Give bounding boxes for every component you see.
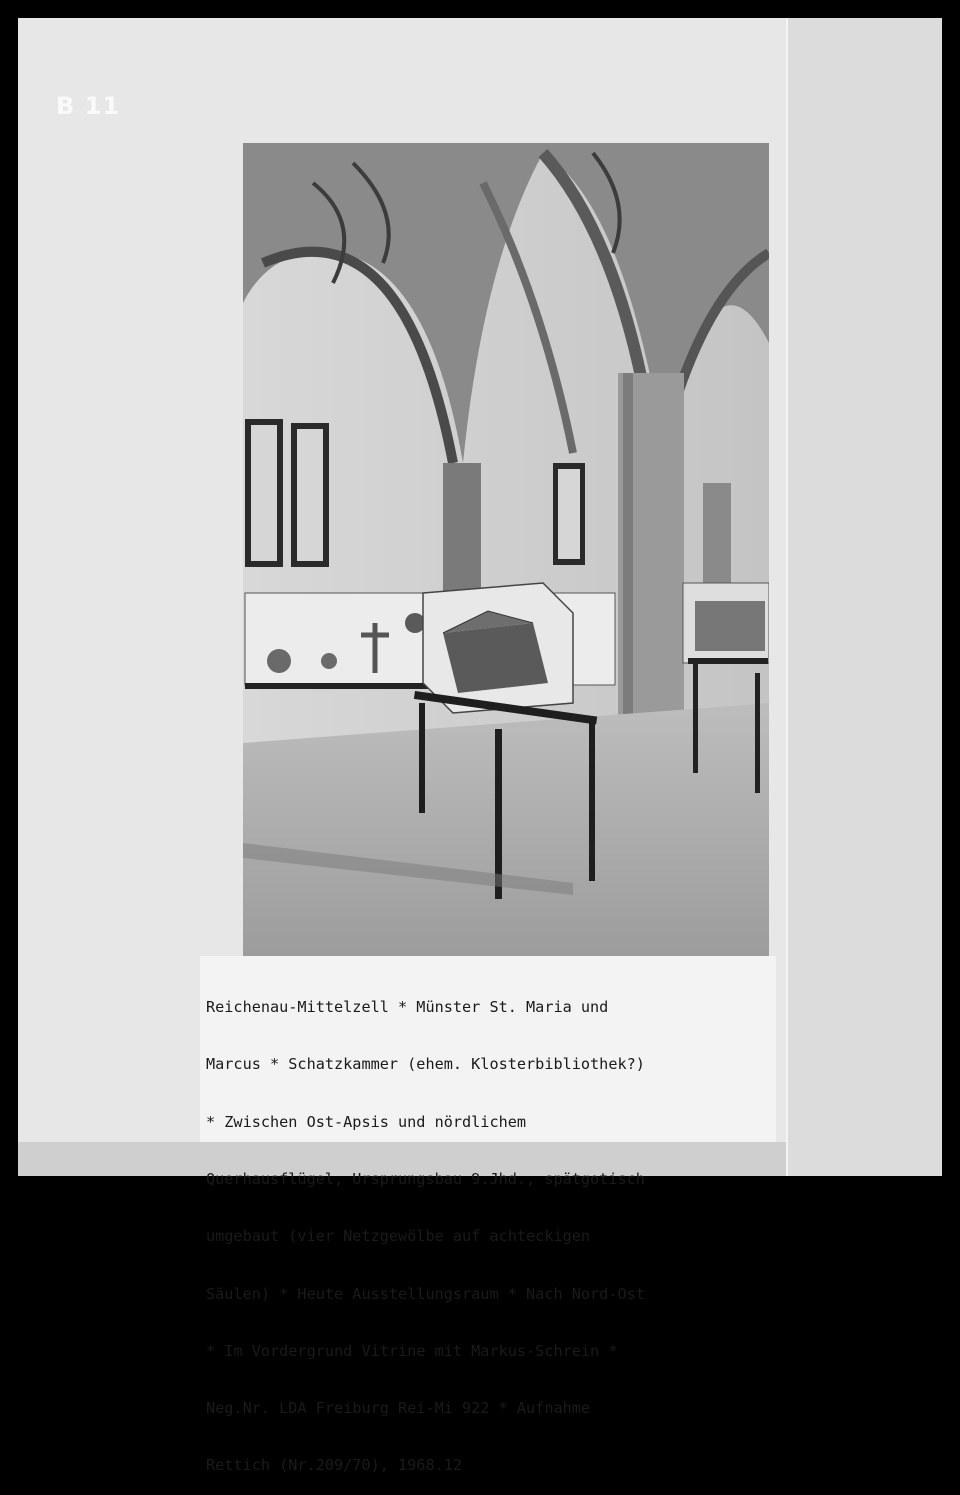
caption-line: Rettich (Nr.209/70), 1968.12 <box>206 1456 463 1475</box>
caption <box>206 960 776 1495</box>
caption-line: * Zwischen Ost-Apsis und nördlichem <box>206 1112 527 1131</box>
caption-line: Marcus * Schatzkammer (ehem. Klosterbibliothek?) <box>206 1055 645 1074</box>
caption-line: Säulen) * Heute Ausstellungsraum * Nach Nord-Ost <box>206 1284 645 1303</box>
caption-line: Neg.Nr. LDA Freiburg Rei-Mi 922 * Aufnahme <box>206 1399 591 1418</box>
archive-label: B 11 <box>56 92 121 120</box>
caption-line: umgebaut (vier Netzgewölbe auf achteckigen <box>206 1227 591 1246</box>
card-edge <box>786 18 942 1176</box>
caption-line: Querhausflügel, Ursprungsbau 9.Jhd., spätgotisch <box>206 1170 645 1189</box>
caption-line: Reichenau-Mittelzell * Münster St. Maria und <box>206 998 609 1017</box>
photograph <box>243 143 769 958</box>
photo-illustration <box>243 143 769 958</box>
caption-line: * Im Vordergrund Vitrine mit Markus-Schrein * <box>206 1341 618 1360</box>
